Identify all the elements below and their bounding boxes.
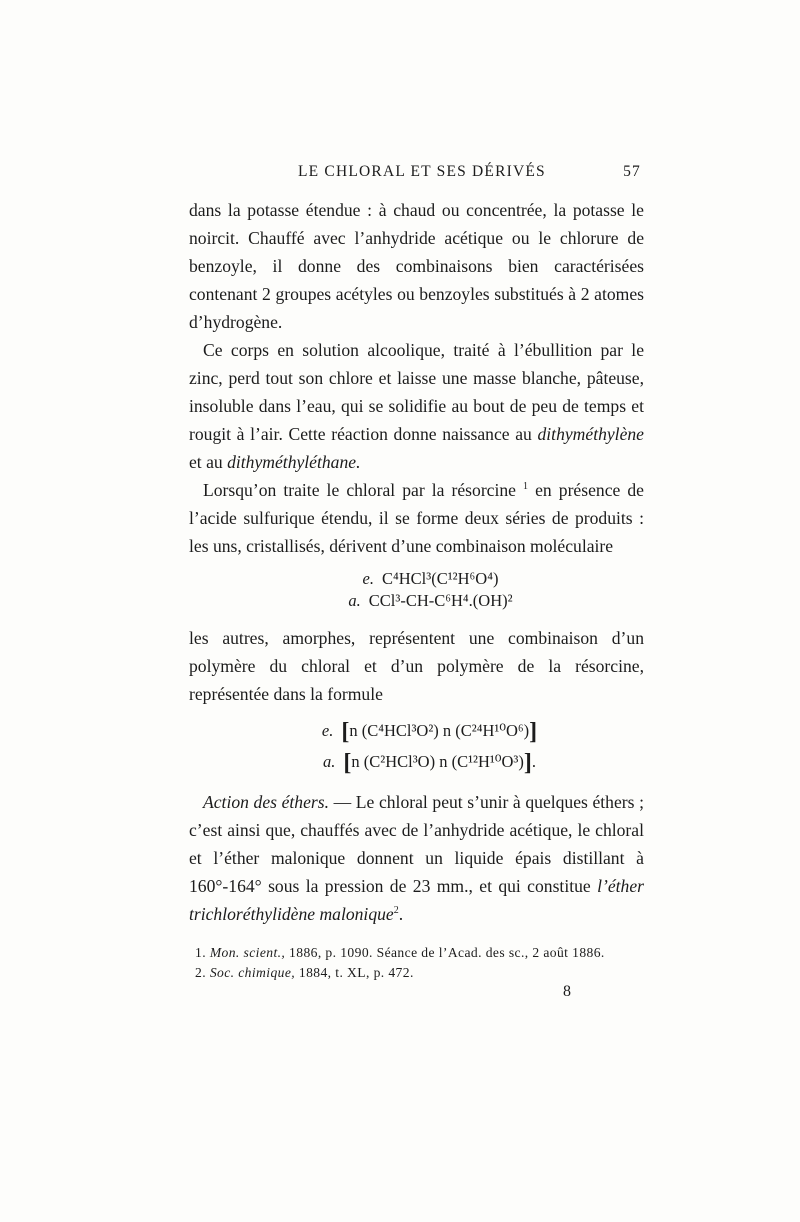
formula-label: a. [323, 752, 336, 771]
footnote-ref: 2 [393, 905, 399, 916]
formula-line [215, 716, 644, 747]
paragraph: dans la potasse étendue : à chaud ou concentrée, la potasse le noircit. Chauffé avec l’anhydride acétique ou le chlorure de benzoyle, il donne des combinaisons bien caractérisées contenant 2 groupes acétyles ou benzoyles substitués à 2 atomes d’hydrogène. [189, 200, 644, 332]
header-title: LE CHLORAL ET SES DÉRIVÉS [298, 163, 546, 180]
footnote-number: 2. [195, 965, 206, 980]
formula: C⁴HCl³(C¹²H⁶O⁴) [382, 569, 499, 588]
footnote-number: 1. [195, 945, 206, 960]
formula: n (C⁴HCl³O²) n (C²⁴H¹⁰O⁶) [349, 721, 530, 740]
footnote-text: 1884, t. XL, p. 472. [298, 965, 414, 980]
formula-label: a. [348, 591, 361, 610]
body-text [189, 196, 644, 928]
paragraph-text: — Le chloral peut s’unir à quelques éthers ; c’est ainsi que, chauffés avec de l’anhydride acétique, le chloral et l’éther malonique donnent un liquide épais distillant à 160°-164° sous la pression de 23 mm., et qui constitue [189, 792, 644, 896]
footnote-source: Soc. chimique, [209, 965, 296, 980]
footnote-text: 1886, p. 1090. Séance de l’Acad. des sc., 2 août 1886. [289, 945, 605, 960]
chemical-term: dithyméthyléthane. [227, 452, 361, 472]
page-number: 57 [623, 163, 641, 180]
chemical-term: l’éther trichloréthylidène malonique [189, 876, 644, 924]
formula-line: a. [n (C²HCl³O) n (C¹²H¹⁰O³)]. [323, 750, 536, 776]
formula: CCl³-CH-C⁶H⁴.(OH)² [368, 591, 513, 610]
bracket-close-icon: ] [523, 750, 532, 776]
bracket-close-icon: ] [529, 719, 538, 745]
bracket-open-icon: [ [341, 719, 350, 745]
footnote [195, 963, 650, 983]
paragraph-text: Ce corps en solution alcoolique, traité à l’ébullition par le zinc, perd tout son chlore et laisse une masse blanche, pâteuse, insoluble dans l’eau, qui se solidifie au bout de peu de temps et rougit à l’air. Cette réaction donne naissance au [189, 340, 644, 444]
paragraph-text: en présence de l’acide sulfurique étendu, il se forme deux séries de produits : les uns, cristallisés, dérivent d’une combinaison moléculaire [189, 480, 644, 556]
conjunction: et au [189, 452, 223, 472]
formula-block [189, 568, 644, 612]
footnote [195, 943, 650, 963]
formula-label: e. [362, 569, 374, 588]
running-header [190, 163, 643, 187]
formula-line [217, 568, 644, 590]
paragraph [189, 476, 644, 560]
paragraph [189, 788, 644, 928]
formula-line [217, 590, 644, 612]
paragraph [189, 336, 644, 476]
section-heading: Action des éthers. [203, 792, 329, 812]
formula-block [189, 716, 644, 778]
formula-label: e. [321, 721, 334, 740]
footnote-source: Mon. scient., [209, 945, 286, 960]
paragraph: les autres, amorphes, représentent une combinaison d’un polymère du chloral et d’un polymère de la résorcine, représentée dans la formule [189, 628, 644, 704]
formula: n (C²HCl³O) n (C¹²H¹⁰O³) [351, 752, 524, 771]
chemical-term: dithyméthylène [537, 424, 644, 444]
footnotes [195, 943, 650, 983]
punctuation: . [398, 904, 404, 924]
footnote-ref: 1 [523, 481, 529, 492]
signature-mark: 8 [563, 983, 571, 1000]
paragraph-text: Lorsqu’on traite le chloral par la résorcine [203, 480, 516, 500]
bracket-open-icon: [ [343, 750, 352, 776]
